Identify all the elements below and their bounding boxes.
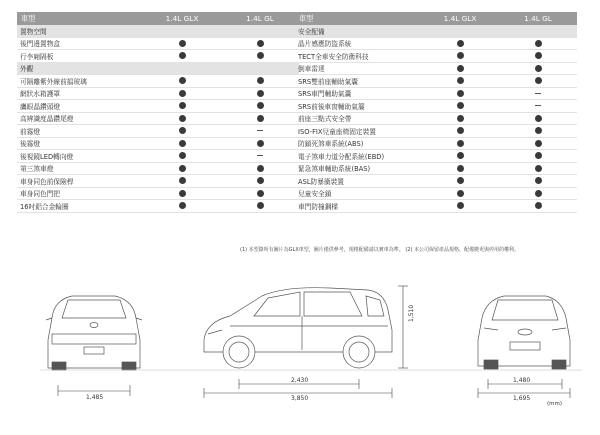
feature-label: 晶片感應防盜系統 — [298, 40, 352, 49]
header-gl: 1.4L GL — [246, 14, 274, 23]
feature-label: 置物空間 — [20, 27, 47, 36]
footnote: (1) 本型錄所有圖片為GLX車型，圖片僅供參考，規格配備請以實車為準。 (2) 本公司保留產品規格、配備變更與停用的權利。 — [240, 247, 520, 253]
feature-label: 車門防撞鋼樑 — [298, 202, 339, 211]
rear-track-label: 1,480 — [513, 377, 531, 384]
height-label: 1,510 — [408, 304, 415, 322]
feature-label: 前霧燈 — [20, 127, 41, 136]
feature-label: 倒車雷達 — [298, 65, 325, 74]
feature-label: 車身同色門把 — [20, 190, 61, 199]
feature-label: 前座三點式安全帶 — [298, 115, 352, 124]
feature-label: 後視鏡LED轉向燈 — [20, 152, 74, 161]
wheelbase-label: 2,430 — [291, 377, 309, 384]
feature-label: 外觀 — [20, 65, 34, 74]
feature-label: SRS前後車窗輔助氣簾 — [298, 102, 365, 111]
feature-label: SRS車門輔助氣囊 — [298, 90, 352, 99]
feature-label: 防鎖死煞車系統(ABS) — [298, 140, 364, 149]
feature-label: 網狀水箱護罩 — [20, 90, 61, 99]
feature-label: 車身同色前保險桿 — [20, 177, 74, 186]
header-model: 車型 — [21, 13, 36, 23]
feature-label: 行李廂隔板 — [20, 52, 54, 61]
feature-label: 第三煞車燈 — [20, 165, 54, 174]
width-label: 1,695 — [513, 395, 531, 402]
feature-label: 可隔離紫外線前擋玻璃 — [20, 77, 87, 86]
feature-label: 安全配備 — [298, 27, 325, 36]
feature-label: 鷹眼晶鑽頭燈 — [20, 102, 61, 111]
feature-label: SRS雙前座輔助氣囊 — [298, 77, 358, 86]
unit-label: (mm) — [547, 401, 563, 407]
feature-label: 兒童安全鎖 — [298, 190, 332, 199]
feature-label: 16吋鋁合金輪圈 — [20, 202, 69, 211]
header-gl: 1.4L GL — [524, 14, 552, 23]
feature-label: ISO-FIX兒童座椅固定裝置 — [298, 127, 376, 136]
header-glx: 1.4L GLX — [165, 14, 199, 23]
feature-label: 高辨識度晶鑽尾燈 — [20, 115, 74, 124]
header-glx: 1.4L GLX — [443, 14, 477, 23]
rear-view-car-illustration — [46, 296, 142, 370]
front-view-car-illustration — [478, 296, 570, 369]
feature-label: 電子煞車力道分配系統(EBD) — [298, 152, 385, 161]
header-model: 車型 — [299, 13, 314, 23]
feature-label: ASL防暴衝裝置 — [298, 177, 344, 186]
feature-label: 後霧燈 — [20, 140, 41, 149]
length-label: 3,850 — [291, 395, 309, 402]
feature-label: 後門邊置物盒 — [20, 40, 61, 49]
front-track-label: 1,485 — [86, 394, 104, 401]
feature-label: TECT全車安全防衛科技 — [298, 52, 369, 61]
side-view-car-illustration — [204, 288, 392, 368]
feature-label: 緊急煞車輔助系統(BAS) — [298, 165, 371, 174]
